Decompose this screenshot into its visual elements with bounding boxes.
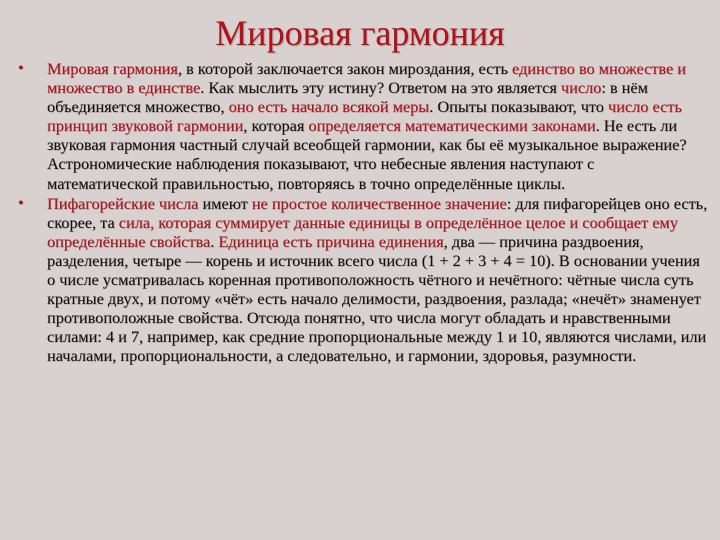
bullet-paragraph-1 [18,59,708,193]
bullet-icon: • [18,194,24,212]
slide-body [18,59,708,366]
text-run: . Опыты показывают, что [429,97,609,117]
text-run: , два — причина раздвоения, разделения, четыре — корень и источник всего числа (1 + 2 + 3 + 4 = 10). В основании учения о числе усматривалась коренная противоположность чётного и нечётного: чётные числа суть кратные двух, и потому «чёт» есть начало делимости, раздвоения, разлада; «нечёт» знаменует противоположные свойства. Отсюда понятно, что числа могут обладать и нравственными силами: 4 и 7, например, как средние пропорциональные между 1 и 10, являются числами, или началами, пропорциональности, а следовательно, и гармонии, здоровья, разумности. [47,231,707,366]
highlighted-phrase: число [560,78,602,98]
highlighted-phrase: определяется математическими законами [308,116,596,136]
text-run: . [210,231,219,251]
highlighted-phrase: Мировая гармония [47,59,178,78]
text-run: имеют [198,193,252,213]
paragraph-1-text [47,59,687,193]
text-run: : в нём объединяется множество, [47,78,648,117]
bullet-paragraph-2 [18,194,708,366]
text-run: , в которой заключается закон мироздания, есть [177,59,513,78]
bullet-icon: • [18,60,24,77]
paragraph-2-text [47,194,707,366]
highlighted-phrase: сила, которая суммирует данные единицы в определённое целое и сообщает ему определённые свойства [47,212,678,251]
slide-title: Мировая гармония [215,13,505,53]
text-run: . Как мыслить эту истину? Ответом на это является [200,78,561,98]
text-run: , которая [243,116,309,136]
highlighted-phrase: число есть принцип звуковой гармонии [47,97,682,136]
highlighted-phrase: Единица есть причина единения [218,231,444,251]
highlighted-phrase: не простое количественное значение [251,193,507,213]
text-run: : для пифагорейцев оно есть, скорее, та [47,193,708,232]
highlighted-phrase: Пифагорейские числа [47,193,199,213]
text-run: . Не есть ли звуковая гармония частный случай всеобщей гармонии, как бы её музыкальное выражение? Астрономические наблюдения показывают, что небесные явления наступают с математической правильностью, повторяясь в точно определённые циклы. [47,116,687,193]
highlighted-phrase: оно есть начало всякой меры [228,97,430,117]
highlighted-phrase: единство во множестве и множество в единстве [47,59,687,98]
